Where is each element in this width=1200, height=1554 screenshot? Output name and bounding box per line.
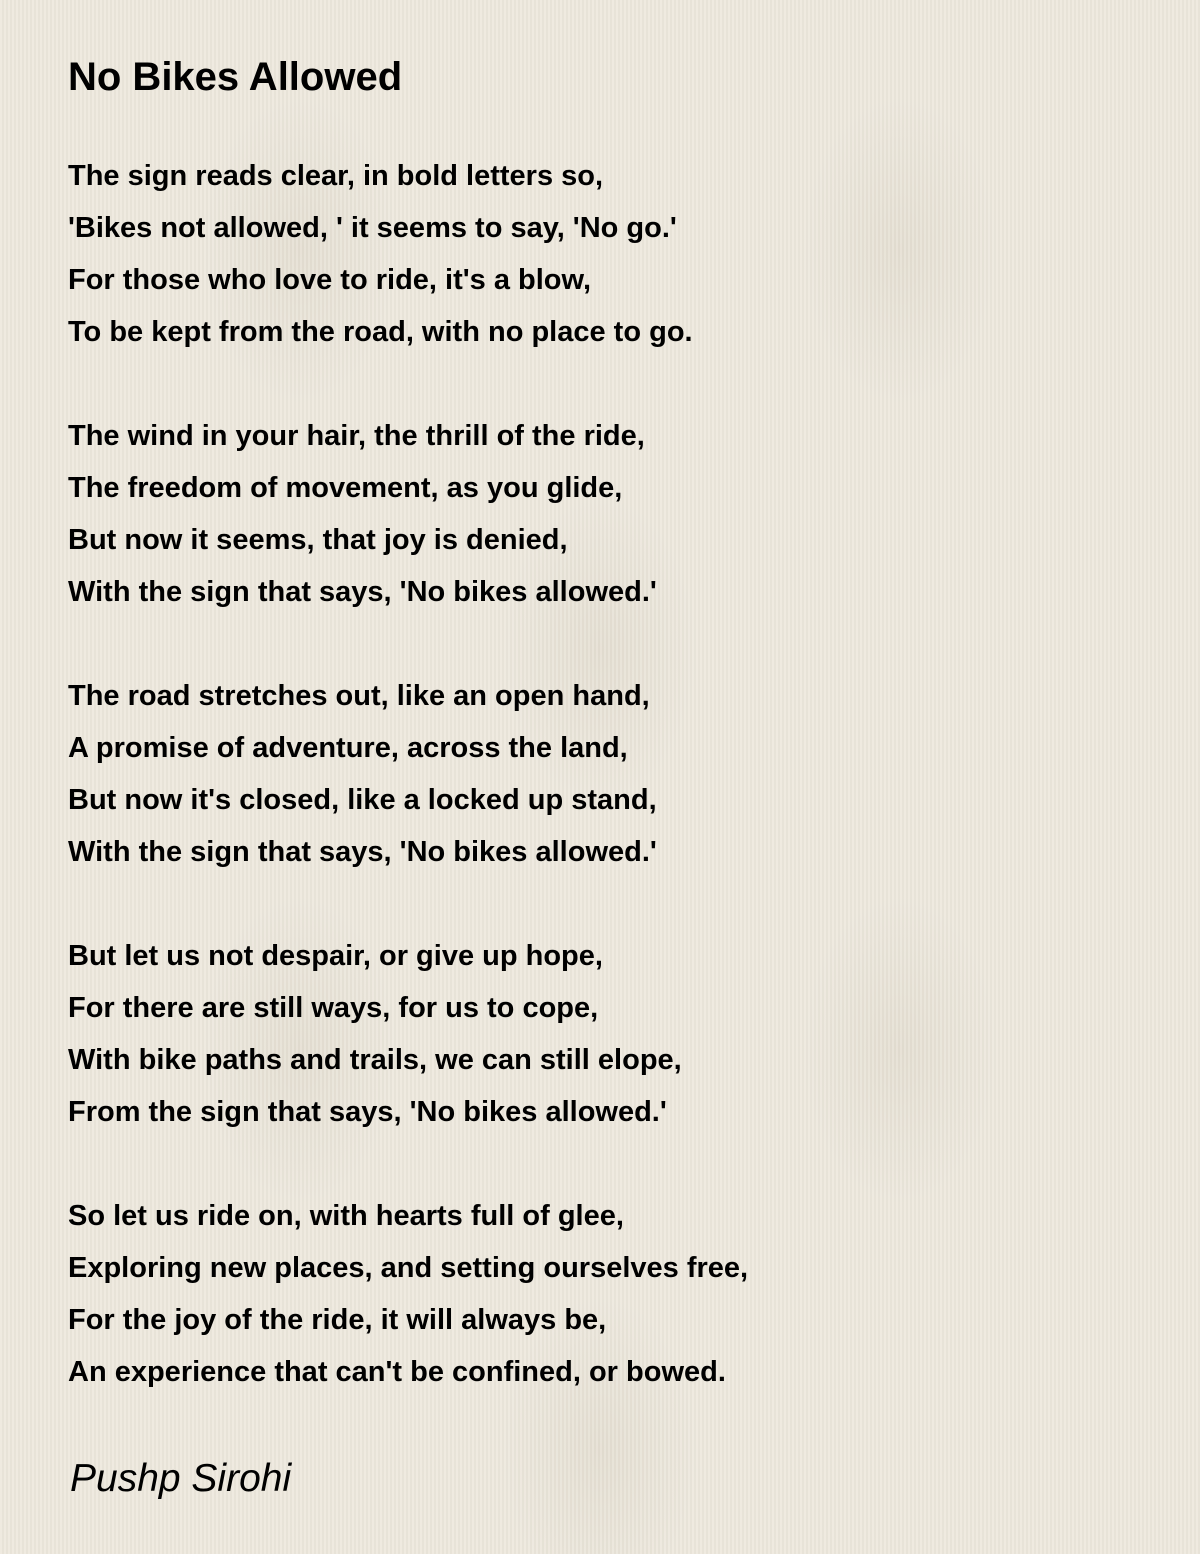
- poem-body: [68, 150, 748, 1450]
- poem-line: But let us not despair, or give up hope,: [68, 940, 603, 972]
- poem-line: But now it seems, that joy is denied,: [68, 524, 568, 556]
- stanza-2: [68, 410, 748, 618]
- poem-line: An experience that can't be confined, or bowed.: [68, 1356, 726, 1388]
- stanza-3: [68, 670, 748, 878]
- poem-line: With the sign that says, 'No bikes allowed.': [68, 576, 657, 608]
- stanza-4: [68, 930, 748, 1138]
- poem-line: Exploring new places, and setting ourselves free,: [68, 1252, 749, 1284]
- poem-line: For there are still ways, for us to cope,: [68, 992, 599, 1024]
- poem-line: 'Bikes not allowed, ' it seems to say, 'No go.': [68, 212, 677, 244]
- poem-line: The freedom of movement, as you glide,: [68, 472, 623, 504]
- poem-line: With the sign that says, 'No bikes allowed.': [68, 836, 657, 868]
- poem-line: For those who love to ride, it's a blow,: [68, 264, 592, 296]
- poem-line: With bike paths and trails, we can still elope,: [68, 1044, 682, 1076]
- poem-line: For the joy of the ride, it will always be,: [68, 1304, 607, 1336]
- poem-line: The wind in your hair, the thrill of the ride,: [68, 420, 645, 452]
- poem-title: No Bikes Allowed: [68, 55, 403, 99]
- poem-line: The sign reads clear, in bold letters so,: [68, 160, 604, 192]
- stanza-5: [68, 1190, 748, 1398]
- poem-line: To be kept from the road, with no place to go.: [68, 316, 693, 348]
- poem-line: The road stretches out, like an open hand,: [68, 680, 650, 712]
- poem-line: But now it's closed, like a locked up stand,: [68, 784, 657, 816]
- stanza-1: [68, 150, 748, 358]
- poem-line: From the sign that says, 'No bikes allowed.': [68, 1096, 667, 1128]
- poem-line: So let us ride on, with hearts full of glee,: [68, 1200, 624, 1232]
- poem-author: Pushp Sirohi: [70, 1457, 292, 1500]
- poem-line: A promise of adventure, across the land,: [68, 732, 628, 764]
